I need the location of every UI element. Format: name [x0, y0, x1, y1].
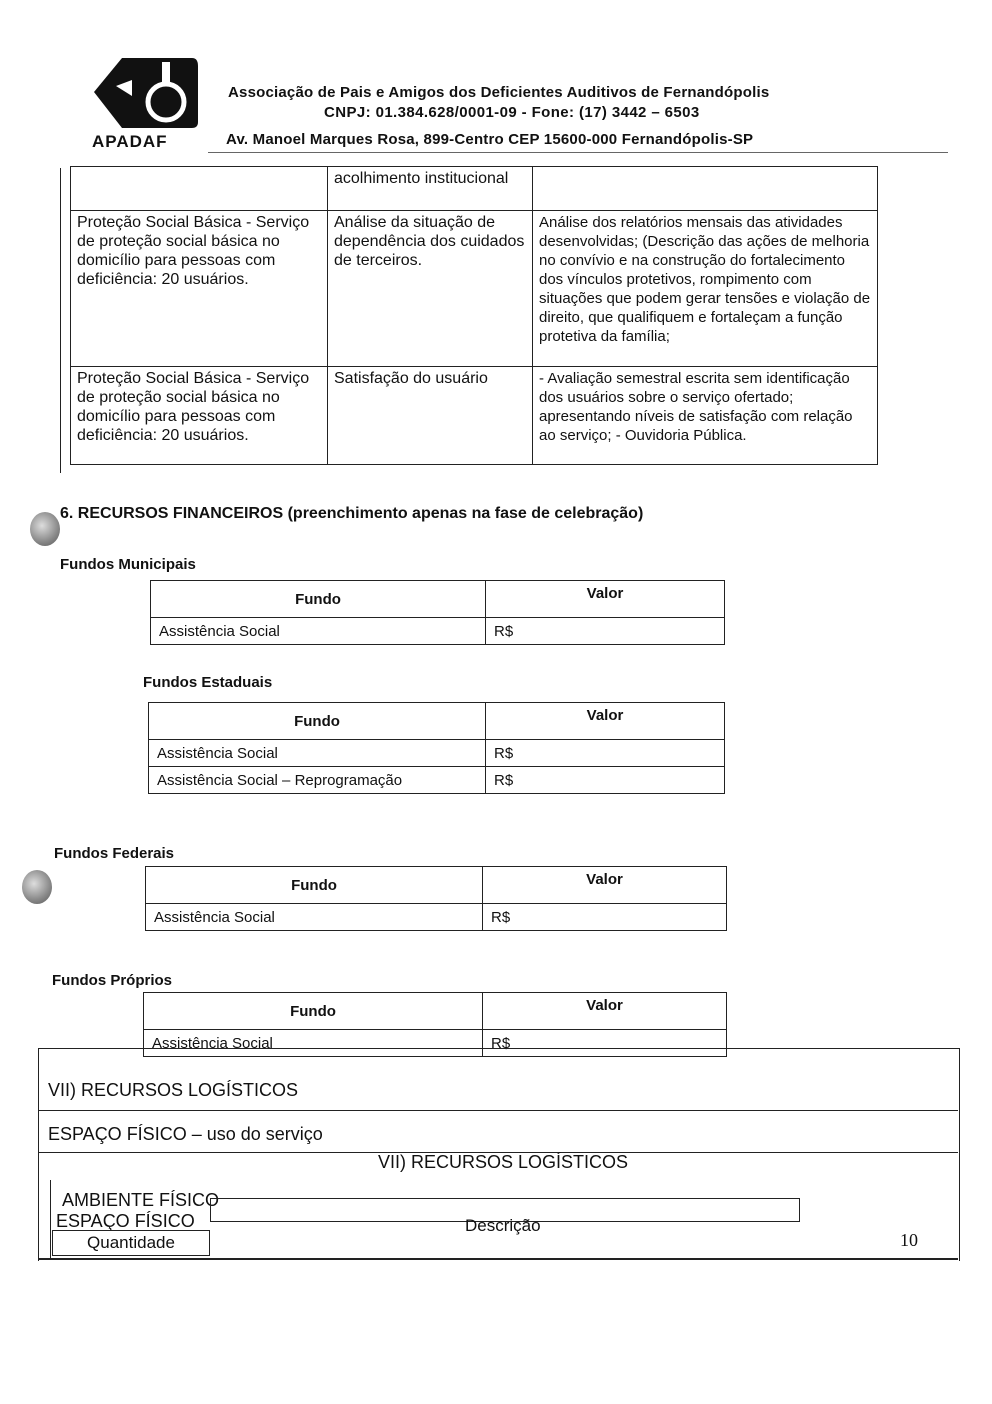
column-header: Valor [483, 867, 727, 904]
fund-name: Assistência Social [144, 1030, 483, 1057]
table-row [146, 867, 727, 904]
espaco-uso-label: ESPAÇO FÍSICO – uso do serviço [48, 1124, 323, 1144]
column-header: Fundo [146, 867, 483, 904]
section-title: 6. RECURSOS FINANCEIROS (preenchimento apenas na fase de celebração) [60, 505, 644, 522]
evaluation-table [70, 166, 878, 465]
fund-name: Assistência Social – Reprogramação [149, 767, 486, 794]
fundos-municipais-table [150, 580, 725, 645]
table-cell: acolhimento institucional [328, 167, 533, 211]
column-header: Fundo [144, 993, 483, 1030]
header-cnpj: CNPJ: 01.384.628/0001-09 - Fone: (17) 3442 – 6503 [324, 104, 700, 121]
table-cell: Proteção Social Básica - Serviço de proteção social básica no domicílio para pessoas com deficiência: 20 usuários. [71, 211, 328, 367]
table-cell: Satisfação do usuário [328, 367, 533, 465]
logistics-subtitle: VII) RECURSOS LOGÍSTICOS [378, 1152, 629, 1172]
fundos-estaduais-table [148, 702, 725, 794]
logo-label: APADAF [92, 132, 168, 151]
fundos-federais-table [145, 866, 727, 931]
column-header: Valor [486, 703, 725, 740]
table-frame-left [60, 168, 61, 473]
punch-hole-icon [22, 870, 52, 904]
inner-frame-left [50, 1180, 51, 1260]
descricao-column-header: Descrição [465, 1216, 541, 1235]
table-cell [533, 167, 878, 211]
fund-value[interactable]: R$ [483, 904, 727, 931]
divider [38, 1110, 958, 1111]
fund-value[interactable]: R$ [483, 1030, 727, 1057]
fund-name: Assistência Social [149, 740, 486, 767]
header-divider [208, 152, 948, 153]
fund-value[interactable]: R$ [486, 618, 725, 645]
header-address: Av. Manoel Marques Rosa, 899-Centro CEP 15600-000 Fernandópolis-SP [226, 131, 754, 148]
table-cell: Análise dos relatórios mensais das atividades desenvolvidas; (Descrição das ações de melhoria no convívio e na construção do fortalecimento dos vínculos protetivos, rompimento com situações que podem gerar tensões e violação de direito, que qualifiquem e fortaleçam a função protetiva da família; [533, 211, 878, 367]
fund-name: Assistência Social [146, 904, 483, 931]
page-number: 10 [900, 1230, 918, 1250]
punch-hole-icon [30, 512, 60, 546]
fund-name: Assistência Social [151, 618, 486, 645]
column-header: Valor [483, 993, 727, 1030]
fundos-proprios-title: Fundos Próprios [52, 972, 172, 989]
header-org-name: Associação de Pais e Amigos dos Deficientes Auditivos de Fernandópolis [228, 84, 770, 101]
table-row [149, 767, 725, 794]
fundos-estaduais-title: Fundos Estaduais [143, 674, 273, 691]
table-row [149, 740, 725, 767]
logistics-title: VII) RECURSOS LOGÍSTICOS [48, 1080, 299, 1100]
table-cell: Análise da situação de dependência dos cuidados de terceiros. [328, 211, 533, 367]
ambiente-fisico-label: AMBIENTE FÍSICO [62, 1190, 220, 1210]
table-row [71, 367, 878, 465]
table-row [151, 618, 725, 645]
column-header: Valor [486, 581, 725, 618]
column-header: Fundo [151, 581, 486, 618]
table-cell: Proteção Social Básica - Serviço de proteção social básica no domicílio para pessoas com deficiência: 20 usuários. [71, 367, 328, 465]
table-cell: - Avaliação semestral escrita sem identificação dos usuários sobre o serviço ofertado; apresentando níveis de satisfação com relação ao serviço; - Ouvidoria Pública. [533, 367, 878, 465]
fundos-municipais-title: Fundos Municipais [60, 556, 196, 573]
table-row [151, 581, 725, 618]
espaco-fisico-label: ESPAÇO FÍSICO [56, 1211, 195, 1231]
table-row [71, 211, 878, 367]
table-row [146, 904, 727, 931]
apadaf-logo [88, 52, 200, 130]
fund-value[interactable]: R$ [486, 740, 725, 767]
quantidade-column-header: Quantidade [52, 1230, 210, 1256]
fund-value[interactable]: R$ [486, 767, 725, 794]
table-row [144, 993, 727, 1030]
table-row [149, 703, 725, 740]
table-cell [71, 167, 328, 211]
fundos-federais-title: Fundos Federais [54, 845, 175, 862]
table-row [71, 167, 878, 211]
column-header: Fundo [149, 703, 486, 740]
bottom-rule [38, 1258, 958, 1260]
